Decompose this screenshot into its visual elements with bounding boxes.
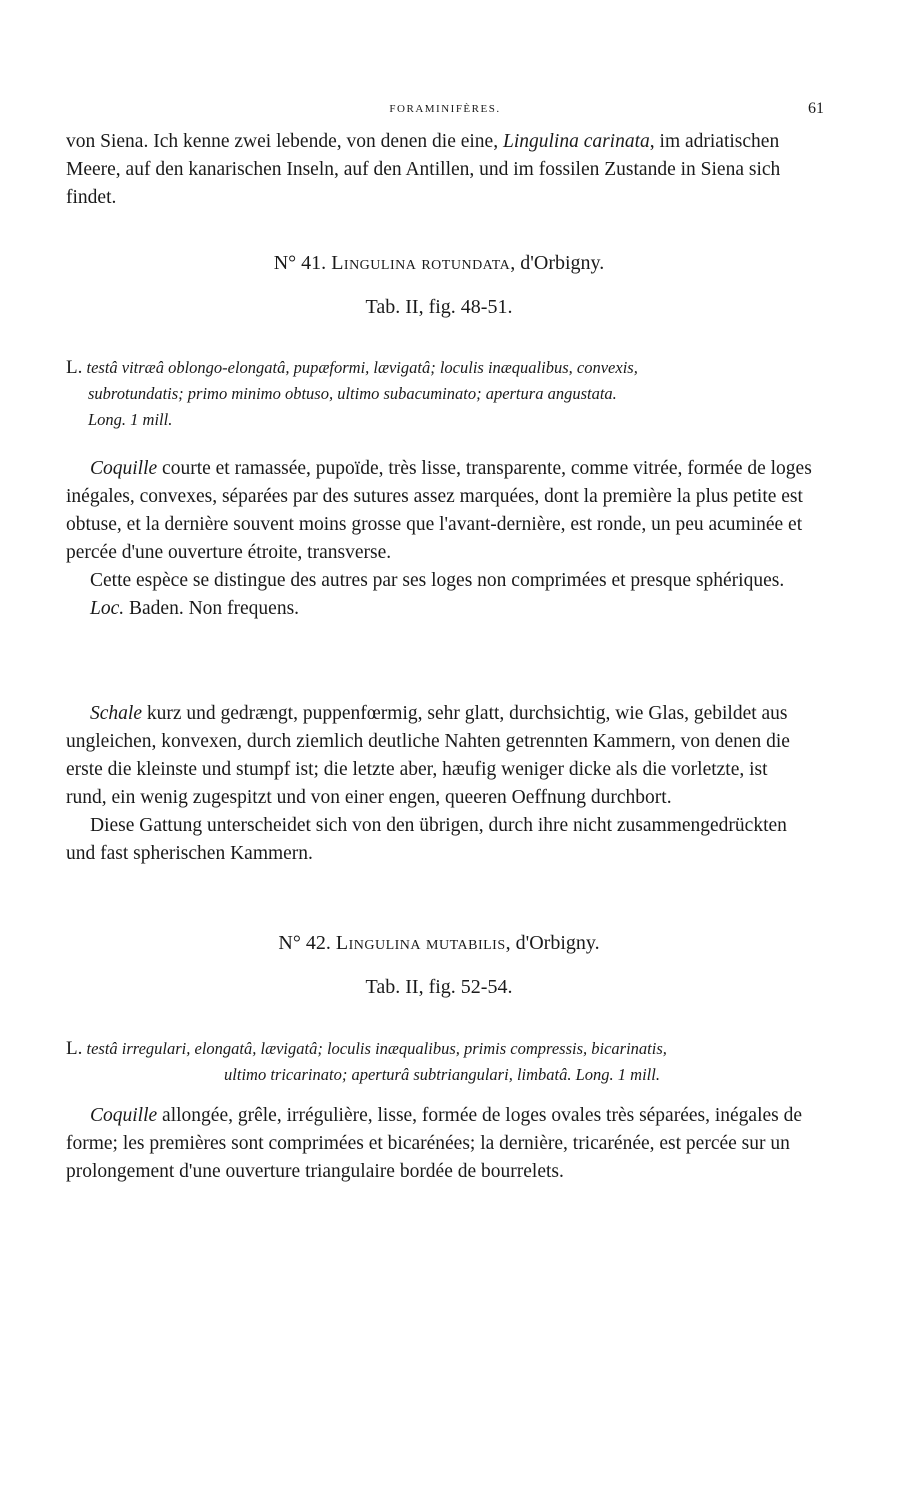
species-41-de-paragraph-2: Diese Gattung unterscheidet sich von den übrigen, durch ihre nicht zusammengedrückten und fast spherischen Kammern. [66,815,787,864]
species-41-author: , d'Orbigny. [510,252,605,274]
species-41-fr-paragraph-2: Cette espèce se distingue des autres par ses loges non comprimées et presque sphériques. [90,570,785,591]
species-41-fr-lead: Coquille [90,458,158,479]
species-41-de-paragraph-1: kurz und gedrængt, puppenfœrmig, sehr glatt, durchsichtig, wie Glas, gebildet aus ungleichen, konvexen, durch ziemlich deutliche Nahten getrennten Kammern, von denen die erste die kleinste und stumpf ist; die letzte aber, hæufig weniger dicke als die vorletzte, ist rund, ein wenig zugespitzt und von einer engen, queeren Oeffnung durchbort. [66,703,790,808]
species-42-latin-letter: L. [66,1038,83,1059]
intro-text-1: von Siena. Ich kenne zwei lebende, von denen die eine, [66,131,503,152]
species-41-latin-line-1: testâ vitræâ oblongo-elongatâ, pupæformi, lævigatâ; loculis inæqualibus, convexis, [86,358,638,377]
page-number: 61 [808,100,824,117]
species-42-french-description [66,1102,812,1186]
species-42-number: N° 42. [278,932,331,954]
species-41-plate-ref: Tab. II, fig. 48-51. [365,296,513,318]
species-41-latin-line-2: subrotundatis; primo minimo obtuso, ultimo subacuminato; apertura angustata. [88,384,617,403]
species-41-heading [66,252,812,275]
species-42-latin-diagnosis [66,1036,818,1088]
species-41-locality-label: Loc. [90,598,125,619]
species-41-epithet: rotundata [421,252,511,274]
species-41-fr-paragraph-1: courte et ramassée, pupoïde, très lisse, transparente, comme vitrée, formée de loges inégales, convexes, séparées par des sutures assez marquées, dont la première la plus petite est obtuse, et la dernière souvent moins grosse que l'avant-dernière, est ronde, un peu acuminée et percée d'une ouverture étroite, transverse. [66,458,812,563]
species-41-latin-line-3: Long. 1 mill. [88,410,173,429]
species-42-genus: Lingulina [335,932,422,954]
species-42-heading [66,932,812,955]
species-42-epithet: mutabilis [426,932,506,954]
species-41-de-lead: Schale [90,703,142,724]
species-42-fr-lead: Coquille [90,1105,158,1126]
species-41-number: N° 41. [273,252,327,274]
species-42-latin-line-1: testâ irregulari, elongatâ, lævigatâ; loculis inæqualibus, primis compressis, bicarinatis, [86,1039,667,1058]
species-42-fr-paragraph-1: allongée, grêle, irrégulière, lisse, formée de loges ovales très séparées, inégales de forme; les premières sont comprimées et bicarénées; la dernière, tricarénée, est percée sur un prolongement d'une ouverture triangulaire bordée de bourrelets. [66,1105,803,1182]
intro-species-name: Lingulina carinata [502,131,650,152]
species-41-french-description [66,455,812,623]
page-header [66,100,824,120]
species-41-latin-diagnosis [66,355,818,433]
species-41-latin-letter: L. [66,357,83,378]
species-41-genus: Lingulina [331,252,417,274]
running-title: FORAMINIFÈRES. [389,103,501,115]
species-42-plate-ref: Tab. II, fig. 52-54. [365,976,513,998]
species-41-locality-text: Baden. Non frequens. [124,598,300,619]
species-42-latin-line-2: ultimo tricarinato; aperturâ subtriangulari, limbatâ. Long. 1 mill. [224,1065,660,1084]
species-42-author: , d'Orbigny. [505,932,600,954]
intro-text-2: , im adriatischen Meere, auf den kanarischen Inseln, auf den Antillen, und im fossilen Zustande in Siena sich findet. [66,131,781,208]
species-41-german-description [66,700,812,868]
intro-paragraph [66,128,812,212]
